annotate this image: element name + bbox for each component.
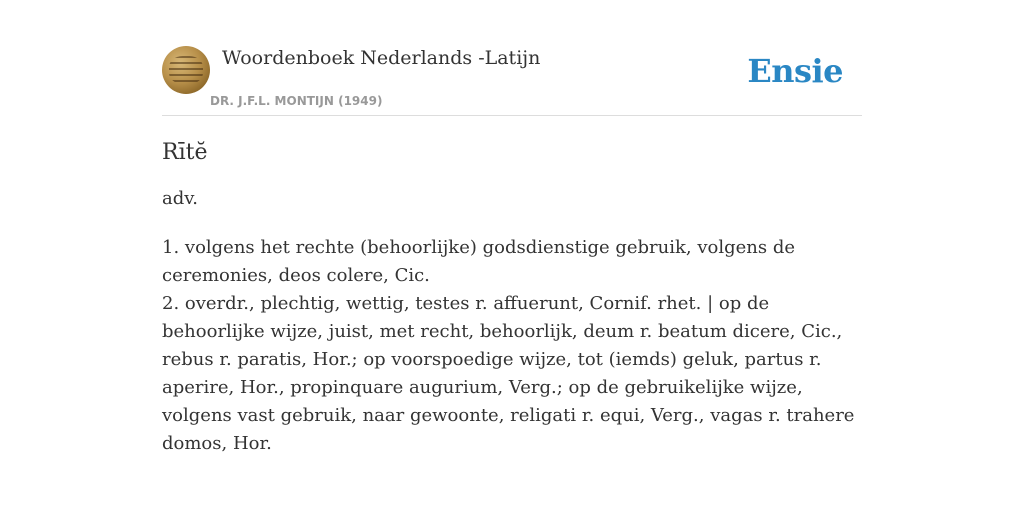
definition-item: 2. overdr., plechtig, wettig, testes r. affuerunt, Cornif. rhet. | op de behoorlijke wijze, juist, met recht, behoorlijk, deum r. beatum dicere, Cic., rebus r. paratis, Hor.; op voorspoedige wijze, tot (iemds) geluk, partus r. aperire, Hor., propinquare augurium, Verg.; op de gebruikelijke wijze, volgens vast gebruik, naar gewoonte, religati r. equi, Verg., vagas r. trahere domos, Hor.: [162, 293, 855, 454]
part-of-speech: adv.: [162, 188, 199, 209]
coin-inscription-texture: [169, 56, 203, 84]
brand-logo[interactable]: Ensie: [747, 52, 843, 90]
headword: Rītĕ: [162, 140, 208, 165]
definition-item: 1. volgens het rechte (behoorlijke) godsdienstige gebruik, volgens de ceremonies, deos colere, Cic.: [162, 237, 796, 286]
coin-seal-icon[interactable]: [162, 46, 210, 94]
entry-header: [162, 38, 862, 116]
book-author: DR. J.F.L. MONTIJN (1949): [210, 94, 383, 108]
book-title[interactable]: Woordenboek Nederlands -Latijn: [222, 47, 541, 69]
dictionary-entry-card: [162, 38, 862, 458]
definitions-list: [162, 234, 862, 458]
